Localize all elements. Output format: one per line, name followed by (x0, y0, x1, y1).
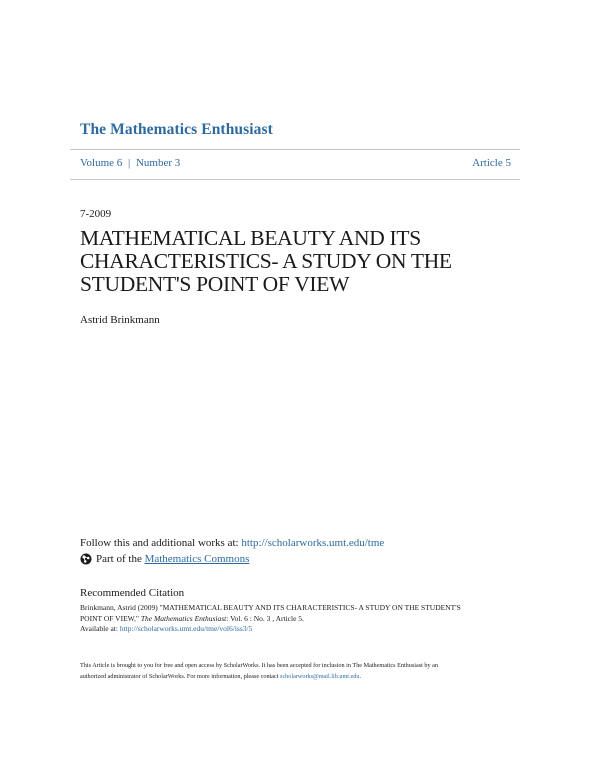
mathematics-commons-link[interactable]: Mathematics Commons (144, 553, 250, 565)
article-title-line: STUDENT'S POINT OF VIEW (80, 272, 350, 296)
author-name: Astrid Brinkmann (80, 314, 160, 326)
repository-url-link[interactable]: http://scholarworks.umt.edu/tme (241, 537, 385, 549)
citation-text: Available at: (80, 624, 120, 633)
access-notice-line: This Article is brought to you for free and open access by ScholarWorks. It has been accepted for inclusion in The Mathematics Enthusiast by an (80, 662, 438, 669)
recommended-citation-heading: Recommended Citation (80, 587, 185, 599)
access-notice (80, 660, 520, 682)
part-of-text: Part of the (96, 553, 142, 565)
citation-line: Brinkmann, Astrid (2009) "MATHEMATICAL BEAUTY AND ITS CHARACTERISTICS- A STUDY ON THE STUDENT'S (80, 603, 461, 612)
access-notice-text: authorized administrator of ScholarWorks. For more information, please contact (80, 673, 281, 680)
citation-line (80, 614, 520, 625)
part-of-commons-line (80, 553, 249, 565)
article-title-line: CHARACTERISTICS- A STUDY ON THE (80, 249, 452, 273)
issue-number-link[interactable]: Number 3 (135, 157, 181, 169)
contact-email-link[interactable]: scholarworks@mail.lib.umt.edu (280, 673, 360, 680)
publication-date: 7-2009 (80, 208, 112, 220)
volume-link[interactable]: Volume 6 (80, 157, 123, 169)
citation-text: : Vol. 6 : No. 3 , Article 5. (226, 613, 304, 623)
citation-line (80, 624, 520, 635)
network-commons-icon (80, 553, 92, 565)
article-title (80, 227, 520, 296)
citation-block (80, 603, 520, 635)
article-number-link[interactable]: Article 5 (472, 157, 511, 169)
article-url-link[interactable]: http://scholarworks.umt.edu/tme/vol6/iss3/5 (119, 624, 253, 633)
header-divider-bottom (70, 179, 520, 180)
volume-separator: | (128, 157, 131, 169)
follow-text: Follow this and additional works at: (80, 537, 242, 549)
access-notice-line (80, 671, 520, 682)
journal-title-link[interactable]: The Mathematics Enthusiast (80, 121, 273, 138)
article-title-line: MATHEMATICAL BEAUTY AND ITS (80, 226, 421, 250)
access-notice-text: . (359, 673, 361, 680)
citation-journal-name: The Mathematics Enthusiast (140, 613, 227, 623)
header-divider-top (70, 149, 520, 150)
follow-works-line (80, 537, 384, 549)
citation-text: POINT OF VIEW," (80, 613, 141, 623)
volume-issue-line (80, 157, 180, 169)
